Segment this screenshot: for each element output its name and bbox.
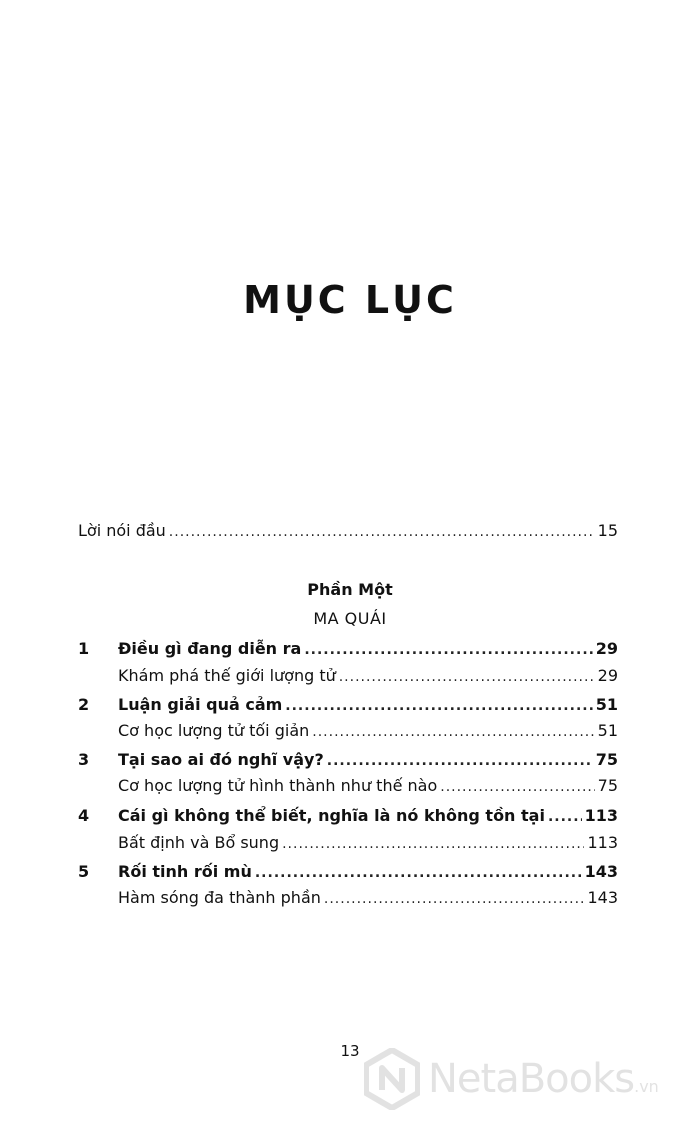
toc-page-number: 75 <box>597 776 618 795</box>
dot-leader <box>312 724 594 740</box>
toc-page-number: 29 <box>597 666 618 685</box>
chapter-title: Luận giải quả cảm <box>118 695 283 714</box>
page-number: 13 <box>340 1042 360 1060</box>
toc-entry-label: Lời nói đầu <box>78 521 166 540</box>
chapter-subtitle: Hàm sóng đa thành phần <box>118 888 321 907</box>
dot-leader <box>440 779 594 795</box>
chapter-number: 2 <box>78 695 90 714</box>
toc-chapter <box>78 750 618 769</box>
dot-leader <box>548 809 582 825</box>
toc-subtitle <box>78 721 618 740</box>
toc-page-number: 143 <box>584 862 618 881</box>
chapter-number: 5 <box>78 862 90 881</box>
chapter-title: Điều gì đang diễn ra <box>118 639 302 658</box>
toc-page-number: 15 <box>597 521 618 540</box>
dot-leader <box>255 865 582 881</box>
chapter-title: Rối tinh rối mù <box>118 862 252 881</box>
toc-page-number: 113 <box>584 806 618 825</box>
chapter-number: 1 <box>78 639 90 658</box>
dot-leader <box>282 836 584 852</box>
watermark <box>364 1044 684 1114</box>
chapter-title: Cái gì không thể biết, nghĩa là nó không tồn tại <box>118 806 545 825</box>
toc-page-number: 75 <box>595 750 618 769</box>
dot-leader <box>304 642 592 658</box>
toc-page-number: 143 <box>587 888 618 907</box>
toc-subtitle <box>78 833 618 852</box>
toc-page-number: 113 <box>587 833 618 852</box>
toc-chapter <box>78 862 618 881</box>
toc-chapter <box>78 695 618 714</box>
chapter-subtitle: Khám phá thế giới lượng tử <box>118 666 336 685</box>
watermark-text: NetaBooks.vn <box>428 1056 659 1102</box>
page-title: MỤC LỤC <box>243 278 457 322</box>
chapter-subtitle: Cơ học lượng tử tối giản <box>118 721 310 740</box>
part-name: MA QUÁI <box>313 609 387 628</box>
netabooks-logo-icon <box>364 1048 420 1110</box>
part-number: Phần Một <box>307 580 393 599</box>
dot-leader <box>327 753 593 769</box>
chapter-number: 3 <box>78 750 90 769</box>
toc-page-number: 29 <box>595 639 618 658</box>
toc-chapter <box>78 639 618 658</box>
toc-entry-preface <box>78 521 618 540</box>
toc-page-number: 51 <box>597 721 618 740</box>
toc-chapter <box>78 806 618 825</box>
toc-subtitle <box>78 888 618 907</box>
toc-subtitle <box>78 666 618 685</box>
dot-leader <box>339 669 595 685</box>
toc-subtitle <box>78 776 618 795</box>
chapter-number: 4 <box>78 806 90 825</box>
chapter-subtitle: Cơ học lượng tử hình thành như thế nào <box>118 776 438 795</box>
dot-leader <box>285 698 592 714</box>
toc-page-number: 51 <box>595 695 618 714</box>
dot-leader <box>324 891 585 907</box>
chapter-subtitle: Bất định và Bổ sung <box>118 833 280 852</box>
chapter-title: Tại sao ai đó nghĩ vậy? <box>118 750 324 769</box>
dot-leader <box>169 524 595 540</box>
